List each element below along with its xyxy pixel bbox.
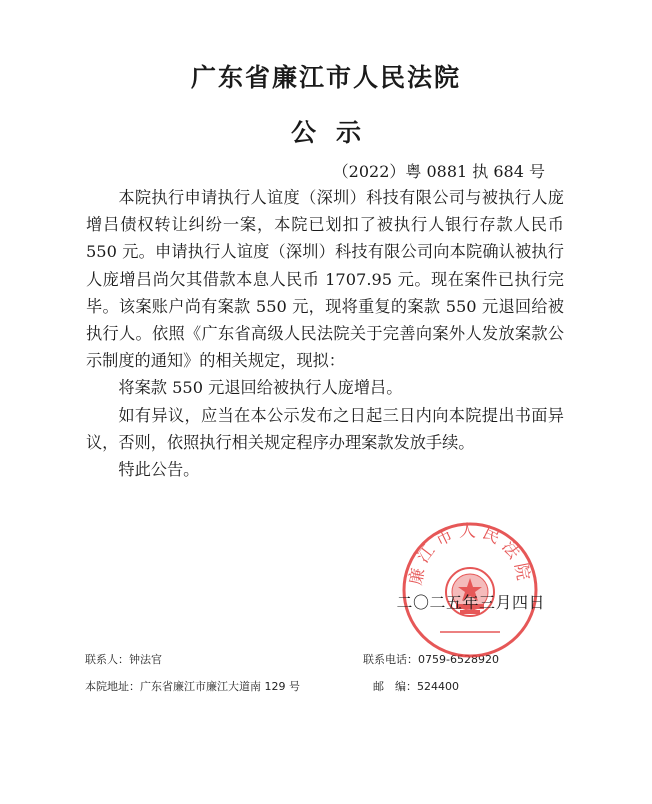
paragraph-closing: 特此公告。 [118,460,200,480]
paragraph-main: 本院执行申请执行人谊度（深圳）科技有限公司与被执行人庞增吕债权转让纠纷一案，本院已划扣了被执行人银行存款人民币 550 元。申请执行人谊度（深圳）科技有限公司向本院确认被执行人庞增吕尚欠其借款本息人民币 1707.95 元。现在案件已执行完毕。该案账户尚有案款 550 元，现将重复的案款 550 元退回给被执行人。依照《广东省高级人民法院关于完善向案外人发放案款公示制度的通知》的相关规定，现拟： [86,188,564,371]
footer-phone: 联系电话：0759-6528920 [363,653,499,666]
case-number: （2022）粤 0881 执 684 号 [332,162,545,181]
footer-postcode: 邮 编：524400 [373,680,459,693]
notice-body [86,184,564,483]
footer-address: 本院地址：广东省廉江市廉江大道南 129 号 [85,680,300,693]
paragraph-objection: 如有异议，应当在本公示发布之日起三日内向本院提出书面异议，否则，依照执行相关规定程序办理案款发放手续。 [86,405,564,452]
paragraph-proposal: 将案款 550 元退回给被执行人庞增吕。 [118,378,403,398]
footer-contact: 联系人：钟法官 [85,653,162,666]
document-title: 公示 [290,118,381,147]
court-name: 广东省廉江市人民法院 [190,63,461,92]
issue-date: 二〇二五年三月四日 [396,593,545,612]
seal-text: 廉江市人民法院 [406,521,534,587]
